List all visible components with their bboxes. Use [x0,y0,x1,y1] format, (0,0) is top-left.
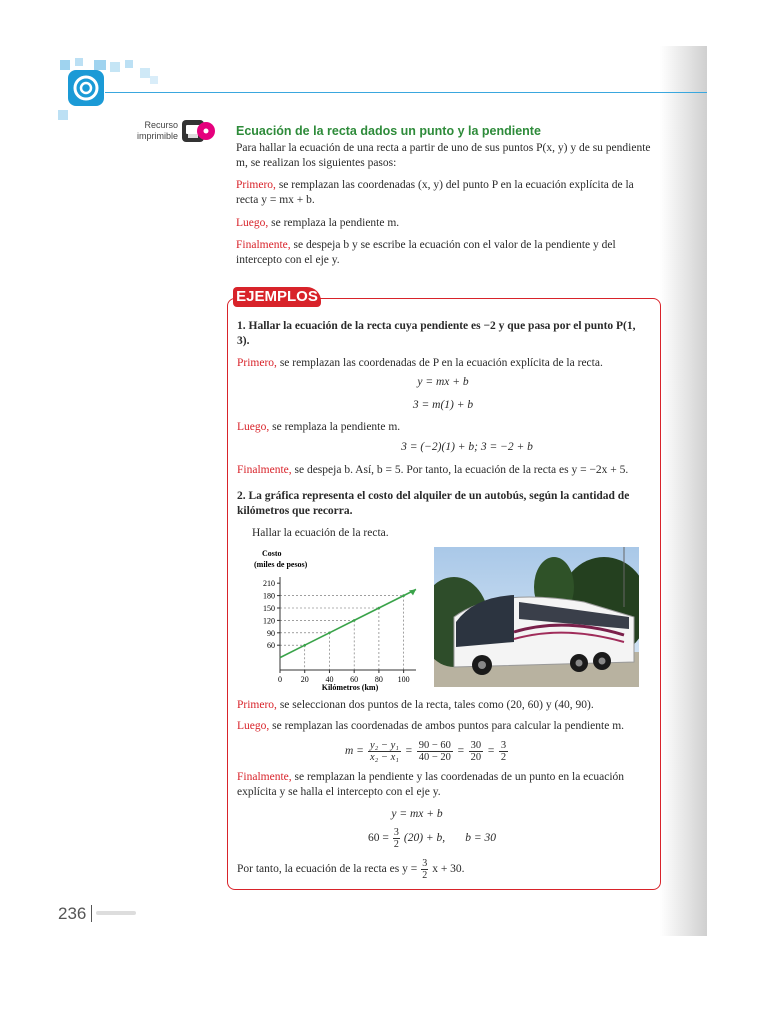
equals-sign: = [487,745,495,757]
fraction-numerator: 3 [422,857,428,869]
fraction [469,740,484,763]
example-text: Hallar la ecuación de la recta cuya pendiente es −2 y que pasa por el punto P(1, 3). [237,320,636,347]
chart-ylabel-line2: (miles de pesos) [254,560,308,569]
example-number: 1. [237,320,246,332]
chart-x-tick-label: 20 [300,675,309,684]
fraction-numerator: 3 [393,826,399,838]
chart-y-tick-label: 150 [263,604,275,613]
fraction-denominator: x₂ − x₁ [369,751,399,763]
fraction [368,740,401,763]
fraction [393,827,400,850]
step-text: se remplaza la pendiente m. [268,217,400,229]
deco-square [58,110,68,120]
fraction [499,740,508,763]
fraction-denominator: 2 [422,869,428,881]
step-label: Finalmente, [236,239,291,251]
chart-y-tick-label: 90 [267,628,275,638]
printable-resource-icon[interactable] [181,118,215,144]
fraction-denominator: 2 [393,838,399,850]
step-text: se despeja b y se escribe la ecuación con el valor de la pendiente y del intercepto con el eje y. [236,239,616,266]
chart-point [303,644,306,647]
example-1-statement [237,319,649,349]
intercept-equation [368,824,496,852]
step-text: se remplazan las coordenadas (x, y) del punto P en la ecuación explícita de la recta y = mx + b. [236,179,634,206]
example-1-step-1 [237,356,649,371]
equation-right: (20) + b, b = 30 [403,832,497,844]
chart-x-tick-label: 0 [278,675,282,684]
deco-square [94,60,106,70]
chart-ylabel-line1: Costo [262,549,282,558]
conclusion-text: x + 30. [432,863,465,875]
equation: y = mx + b [417,376,469,388]
slope-equation [345,736,508,766]
fraction-denominator: 2 [500,751,507,763]
chart-y-tick-label: 180 [263,591,275,601]
example-1-step-2 [237,420,649,435]
equation: y = mx + b [391,808,443,820]
step-label: Finalmente, [237,771,292,783]
section-title: Ecuación de la recta dados un punto y la pendiente [236,124,541,138]
example-2-step-3 [237,770,653,800]
publisher-mark [96,911,136,915]
fraction [417,740,453,763]
examples-tab: EJEMPLOS [233,287,321,307]
step-text: se remplazan la pendiente y las coordenadas de un punto en la ecuación explícita y se halla el intercepto con el eje y. [237,771,625,798]
chart-x-tick-label: 100 [397,675,410,684]
conclusion-text: Por tanto, la ecuación de la recta es y = [237,863,418,875]
step-text: se remplazan las coordenadas de P en la ecuación explícita de la recta. [276,357,603,369]
example-2-step-2 [237,719,653,734]
fraction-numerator: 30 [470,739,482,751]
example-number: 2. [237,490,246,502]
step-text: se despeja b. Así, b = 5. Por tanto, la ecuación de la recta es y = −2x + 5. [291,464,629,476]
resource-label [128,120,178,142]
page-number: 236 [58,904,87,923]
step-label: Primero, [237,699,277,711]
chart-point [402,594,405,597]
fraction-numerator: 3 [500,739,507,751]
section-step-1 [236,178,652,208]
chart-xlabel: Kilómetros (km) [321,683,379,692]
example-text: La gráfica representa el costo del alquiler de un autobús, según la cantidad de kilómetros que recorra. [237,490,630,517]
slope-lhs: m = [345,745,364,757]
chart-point [378,607,381,610]
step-label: Luego, [237,720,270,732]
step-label: Luego, [236,217,269,229]
step-text: se seleccionan dos puntos de la recta, tales como (20, 60) y (40, 90). [276,699,594,711]
example-2-task: Hallar la ecuación de la recta. [252,527,389,539]
deco-square [110,62,120,72]
chart-y-tick-label: 120 [263,616,275,626]
fraction [421,858,428,881]
step-label: Primero, [237,357,277,369]
chart-x-tick-label: 60 [350,675,359,684]
deco-square [125,60,133,68]
step-text: se remplaza la pendiente m. [269,421,401,433]
equation: 3 = (−2)(1) + b; 3 = −2 + b [401,441,533,453]
resource-label-line2: imprimible [136,131,178,141]
step-label: Primero, [236,179,276,191]
deco-square [75,58,83,66]
example-1-step-3 [237,463,653,478]
chart-y-tick-label: 210 [263,579,275,589]
chart-x-tick-label: 80 [374,675,383,684]
chart-point [353,619,356,622]
header-rule [105,92,707,93]
cost-chart [240,545,422,695]
example-2-statement [237,489,649,519]
conclusion [237,855,465,883]
book-logo-icon [68,70,104,106]
resource-label-line1: Recurso [144,120,178,130]
chart-x-tick-label: 40 [325,675,334,684]
chart-point [328,632,331,635]
bus-photo [434,547,639,687]
step-label: Luego, [237,421,270,433]
fraction-numerator: y₂ − y₁ [369,739,399,751]
deco-square [60,60,70,70]
example-2-step-1 [237,698,653,713]
step-text: se remplazan las coordenadas de ambos puntos para calcular la pendiente m. [269,720,625,732]
section-intro: Para hallar la ecuación de una recta a partir de uno de sus puntos P(x, y) y de su pendiente m, se realizan los siguientes pasos: [236,142,651,169]
equation: 3 = m(1) + b [412,399,474,411]
fraction-denominator: 40 − 20 [418,751,451,763]
equals-sign: = [456,745,465,757]
equation-left: 60 = [368,832,389,844]
fraction-denominator: 20 [470,751,482,763]
deco-square [150,76,158,84]
fraction-numerator: 90 − 60 [418,739,451,751]
deco-square [140,68,150,78]
page-gutter-shadow [660,46,707,936]
chart-y-tick-label: 60 [267,641,275,651]
step-label: Finalmente, [237,464,292,476]
section-step-3 [236,238,652,268]
section-step-2 [236,216,652,231]
chart-series-line [280,589,416,657]
equals-sign: = [404,745,413,757]
footer-divider [91,905,92,922]
